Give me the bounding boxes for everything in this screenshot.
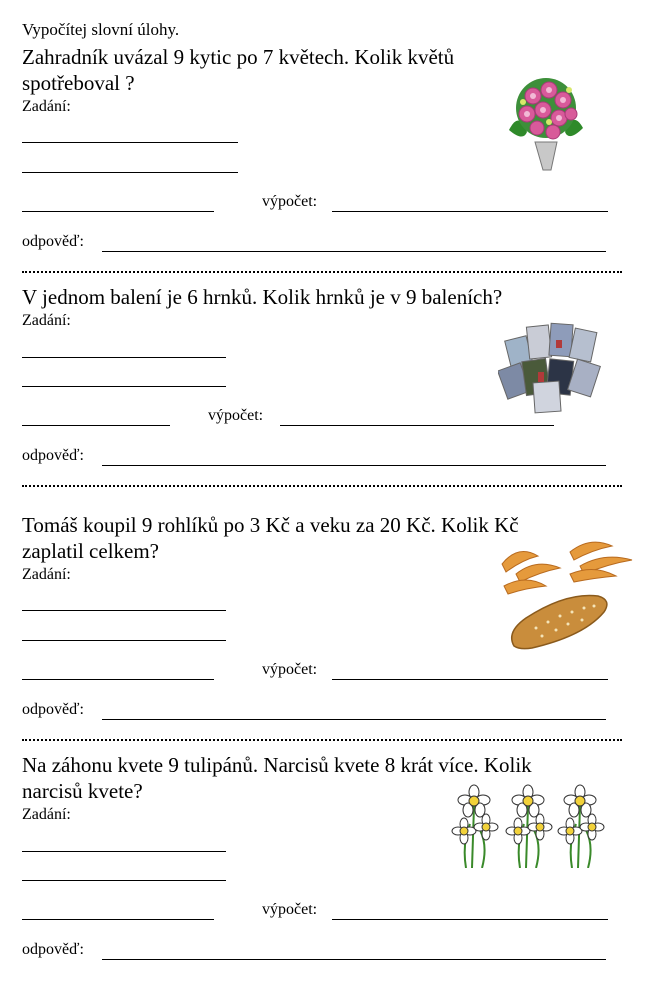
problem-4-text-line-1: Na záhonu kvete 9 tulipánů. Narcisů kvete 8 krát více. Kolik <box>22 753 532 777</box>
section-divider <box>22 271 622 273</box>
problem-4-odpoved-line[interactable] <box>102 959 606 960</box>
problem-4-odpoved-label: odpověď: <box>22 941 84 958</box>
problem-2-extra-line[interactable] <box>22 425 170 426</box>
problem-3-text-line-1: Tomáš koupil 9 rohlíků po 3 Kč a veku za 20 Kč. Kolik Kč <box>22 513 519 537</box>
problem-4-text-line-2: narcisů kvete? <box>22 779 143 803</box>
problem-1-zadani-line-2[interactable] <box>22 172 238 173</box>
problem-4-zadani-line-1[interactable] <box>22 851 226 852</box>
problem-4-zadani-label: Zadání: <box>22 806 71 823</box>
problem-2-odpoved-line[interactable] <box>102 465 606 466</box>
problem-3-zadani-line-2[interactable] <box>22 640 226 641</box>
problem-3-extra-line[interactable] <box>22 679 214 680</box>
problem-1-text-line-2: spotřeboval ? <box>22 71 135 95</box>
problem-3-vypocet-label: výpočet: <box>262 661 318 678</box>
problem-4-zadani-line-2[interactable] <box>22 880 226 881</box>
problem-1-odpoved-line[interactable] <box>102 251 606 252</box>
problem-1-odpoved-label: odpověď: <box>22 233 84 250</box>
problem-3-odpoved-line[interactable] <box>102 719 606 720</box>
problem-3-text-line-2: zaplatil celkem? <box>22 539 160 563</box>
problem-1-zadani-label: Zadání: <box>22 98 71 115</box>
problem-2-odpoved-label: odpověď: <box>22 447 84 464</box>
section-divider <box>22 485 622 487</box>
problem-1-text-line-1: Zahradník uvázal 9 kytic po 7 květech. Kolik květů <box>22 45 455 69</box>
problem-3-zadani-label: Zadání: <box>22 566 71 583</box>
problem-4-extra-line[interactable] <box>22 919 214 920</box>
problem-1-vypocet-line[interactable] <box>332 211 608 212</box>
problem-1-vypocet-label: výpočet: <box>262 193 318 210</box>
bread-rolls-icon <box>496 534 640 654</box>
problem-3-odpoved-label: odpověď: <box>22 701 84 718</box>
section-divider <box>22 739 622 741</box>
problem-3-vypocet-line[interactable] <box>332 679 608 680</box>
problem-1-extra-line[interactable] <box>22 211 214 212</box>
problem-2-vypocet-label: výpočet: <box>208 407 264 424</box>
problem-3-zadani-line-1[interactable] <box>22 610 226 611</box>
mug-packages-icon <box>498 320 610 416</box>
problem-4-vypocet-label: výpočet: <box>262 901 318 918</box>
problem-2-vypocet-line[interactable] <box>280 425 554 426</box>
problem-2-text-line-1: V jednom balení je 6 hrnků. Kolik hrnků je v 9 baleních? <box>22 285 503 309</box>
problem-1-zadani-line-1[interactable] <box>22 142 238 143</box>
problem-2-zadani-line-1[interactable] <box>22 357 226 358</box>
worksheet-instructions: Vypočítej slovní úlohy. <box>22 20 180 39</box>
problem-2-zadani-label: Zadání: <box>22 312 71 329</box>
problem-4-vypocet-line[interactable] <box>332 919 608 920</box>
daffodils-icon <box>448 784 608 868</box>
flower-bouquet-icon <box>505 70 587 174</box>
problem-2-zadani-line-2[interactable] <box>22 386 226 387</box>
